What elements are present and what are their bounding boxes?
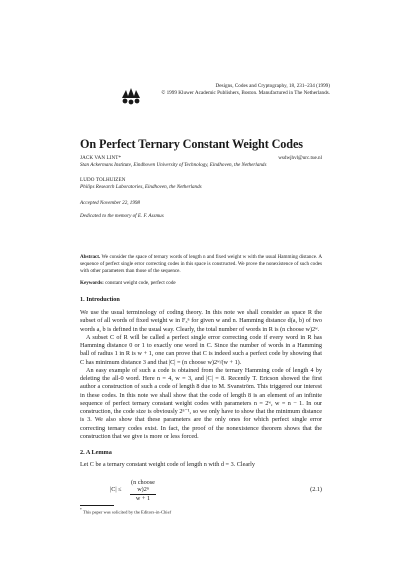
keywords-label: Keywords:: [80, 280, 104, 286]
section-heading-introduction: 1. Introduction: [80, 296, 120, 303]
equation-tag: (2.1): [310, 486, 322, 493]
accepted-date: Accepted November 22, 1998: [80, 200, 140, 206]
journal-line: Designs, Codes and Cryptography, 18, 231–234 (1999): [215, 83, 330, 89]
publisher-logo-icon: [118, 86, 144, 106]
dedication: Dedicated to the memory of E. F. Assmus: [80, 213, 164, 219]
equation-denominator: w + 1: [135, 495, 151, 502]
paper-title: On Perfect Ternary Constant Weight Codes: [80, 137, 303, 151]
author-name-1: JACK VAN LINT*: [80, 155, 122, 161]
journal-header: [161, 83, 330, 97]
introduction-body: [80, 309, 322, 441]
intro-paragraph: We use the usual terminology of coding theory. In this note we shall consider as space R the subset of all words of fixed weight w in F₃ⁿ for given w and n. Hamming distance d(a, b) of two words a, b is defined in the usual way. Clearly, the total number of words in R is (n choose w)2ʷ.: [80, 309, 322, 333]
author-name-2: LUDO TOLHUIZEN: [80, 177, 126, 183]
intro-paragraph: An easy example of such a code is obtained from the ternary Hamming code of length 4 by deleting the all-0 word. Here n = 4, w = 3, and |C| = 8. Recently T. Ericson showed the first author a construction of such a code of length 8 due to M. Svanström. This triggered our interest in these codes. In this note we shall show that the code of length 8 is an element of an infinite sequence of perfect ternary constant weight codes with parameters n = 2ʷ, w = n − 1. In our construction, the code size is obviously 2ⁿ⁻¹, so we only have to show that the minimum distance is 3. We also show that these parameters are the only ones for which perfect single error correcting ternary codes exist. In fact, the proof of the nonexistence theorem shows that the construction that we give is more or less forced.: [80, 366, 322, 440]
abstract-label: Abstract.: [80, 254, 101, 260]
author-affiliation-2: Philips Research Laboratories, Eindhoven, the Netherlands: [80, 184, 202, 190]
lemma-body: [80, 461, 322, 469]
intro-paragraph: A subset C of R will be called a perfect single error correcting code if every word in R has Hamming distance 0 or 1 to exactly one word in C. Since the number of words in a Hamming ball of radius 1 in R is w + 1, one can prove that C is indeed such a perfect code by showing that C has minimum distance 3 and that |C| = (n choose w)2ʷ/(w + 1).: [80, 333, 322, 366]
abstract-text: We consider the space of ternary words of length n and fixed weight w with the usual Hamming distance. A sequence of perfect single error correcting codes in this space is constructed. We prove the nonexistence of such codes with other parameters than those of the sequence.: [80, 254, 322, 274]
author-email-1: wsdwjhvl@urc.tue.nl: [278, 155, 322, 161]
copyright-line: © 1999 Kluwer Academic Publishers, Boston. Manufactured in The Netherlands.: [161, 90, 330, 96]
author-affiliation-1: Stan Ackermans Institute, Eindhoven University of Technology, Eindhoven, the Netherlands: [80, 162, 267, 168]
footnote: [80, 508, 171, 515]
keywords: [80, 280, 176, 286]
footnote-text: This paper was solicited by the Editors-in-Chief: [82, 509, 172, 515]
equation-numerator: (n choose w)2ⁿ: [131, 479, 155, 493]
footnote-marker: *: [80, 508, 82, 512]
keywords-text: constant weight code, perfect code: [105, 280, 176, 286]
lemma-paragraph: Let C be a ternary constant weight code of length n with d = 3. Clearly: [80, 461, 255, 468]
equation-lhs: |C| ≤: [110, 486, 122, 493]
abstract: [80, 254, 322, 274]
equation-2-1: [80, 479, 322, 501]
footnote-rule: [80, 505, 114, 506]
section-heading-lemma: 2. A Lemma: [80, 449, 112, 456]
equation-fraction: [130, 479, 156, 503]
